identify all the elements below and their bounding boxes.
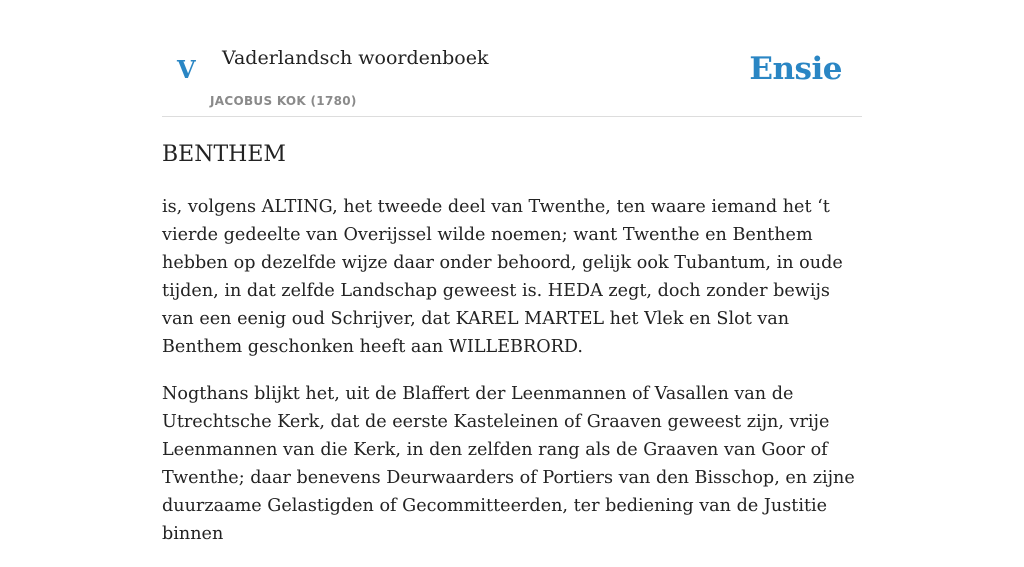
page-header [162,0,862,117]
book-letter-badge[interactable]: V [177,55,196,84]
entry-body [162,136,867,567]
book-title-link[interactable]: Vaderlandsch woordenboek [222,47,489,69]
entry-title: BENTHEM [162,142,286,167]
brand-logo[interactable]: Ensie [749,51,842,87]
entry-paragraph: is, volgens ALTING, het tweede deel van Twenthe, ten waare iemand het ‘t vierde gedeelte van Overijssel wilde noemen; want Twenthe en Benthem hebben op dezelfde wijze daar onder behoord, gelijk ook Tubantum, in oude tijden, in dat zelfde Landschap geweest is. HEDA zegt, doch zonder bewijs van een eenig oud Schrijver, dat KAREL MARTEL het Vlek en Slot van Benthem geschonken heeft aan WILLEBRORD. [162,197,843,357]
book-author: JACOBUS KOK (1780) [210,94,357,108]
entry-paragraph: Nogthans blijkt het, uit de Blaffert der Leenmannen of Vasallen van de Utrechtsche Kerk, dat de eerste Kasteleinen of Graaven geweest zijn, vrije Leenmannen van die Kerk, in den zelfden rang als de Graaven van Goor of Twenthe; daar benevens Deurwaarders of Portiers van den Bisschop, en zijne duurzaame Gelastigden of Gecommitteerden, ter bediening van de Justitie binnen [162,384,855,544]
